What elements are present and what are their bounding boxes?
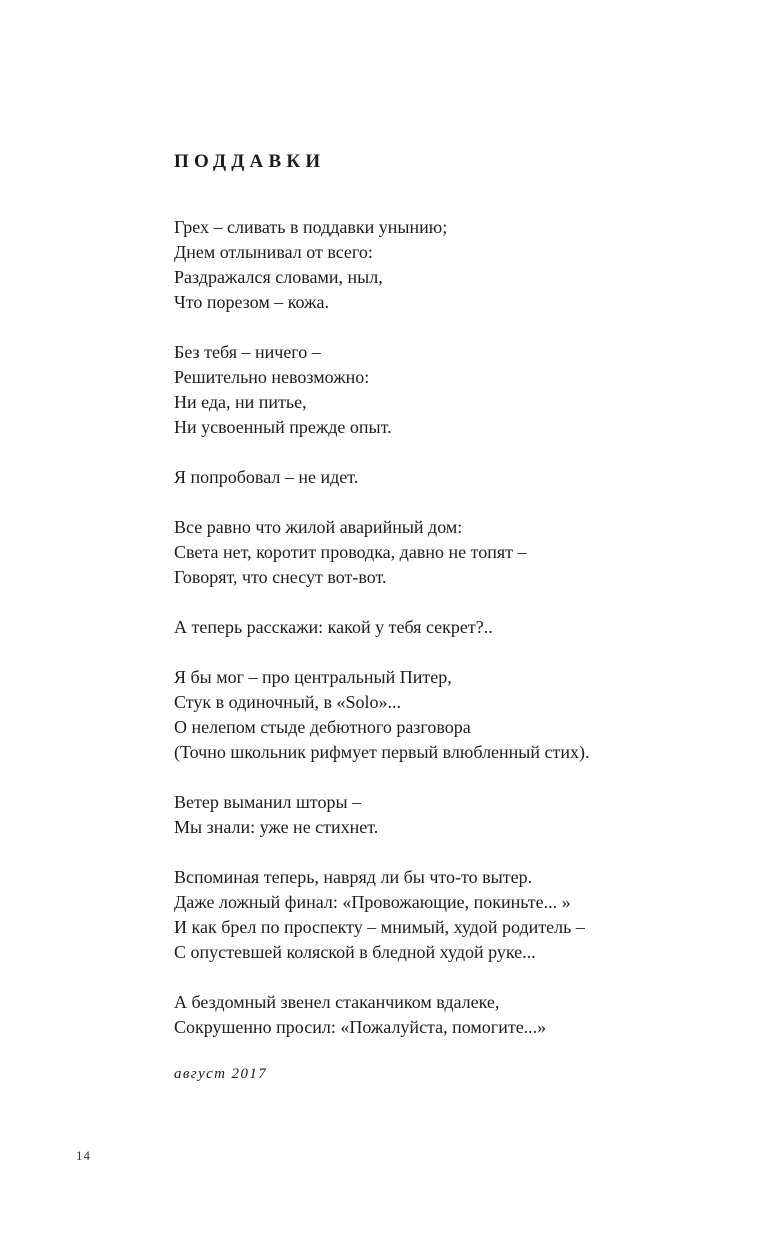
poem-line: Мы знали: уже не стихнет.: [174, 817, 379, 837]
poem-line: Раздражался словами, ныл,: [174, 267, 383, 287]
poem-title: ПОДДАВКИ: [174, 151, 326, 172]
poem-line: С опустевшей коляской в бледной худой руке...: [174, 942, 536, 962]
poem-line: Говорят, что снесут вот-вот.: [174, 567, 387, 587]
poem-line: Что порезом – кожа.: [174, 292, 330, 312]
stanza: [174, 790, 734, 840]
poem-body: [174, 215, 734, 1065]
poem-line: А бездомный звенел стаканчиком вдалеке,: [174, 992, 500, 1012]
poem-line: Даже ложный финал: «Провожающие, покиньте... »: [174, 892, 571, 912]
poem-line: Решительно невозможно:: [174, 367, 370, 387]
poem-line: Все равно что жилой аварийный дом:: [174, 517, 463, 537]
poem-line: Сокрушенно просил: «Пожалуйста, помогите...»: [174, 1017, 547, 1037]
stanza: [174, 215, 734, 315]
stanza: [174, 665, 734, 765]
poem-line: А теперь расскажи: какой у тебя секрет?..: [174, 617, 493, 637]
page-number: 14: [76, 1148, 91, 1163]
stanza: [174, 465, 734, 490]
poem-line: Без тебя – ничего –: [174, 342, 321, 362]
poem-line: О нелепом стыде дебютного разговора: [174, 717, 471, 737]
stanza: [174, 515, 734, 590]
poem-line: Днем отлынивал от всего:: [174, 242, 373, 262]
poem-line: Грех – сливать в поддавки унынию;: [174, 217, 448, 237]
poem-line: Стук в одиночный, в «Solo»...: [174, 692, 402, 712]
stanza: [174, 340, 734, 440]
stanza: [174, 865, 734, 965]
poem-line: Я бы мог – про центральный Питер,: [174, 667, 452, 687]
poem-line: (Точно школьник рифмует первый влюбленный стих).: [174, 742, 590, 762]
stanza: [174, 990, 734, 1040]
poem-line: Ни усвоенный прежде опыт.: [174, 417, 392, 437]
poem-line: Я попробовал – не идет.: [174, 467, 359, 487]
stanza: [174, 615, 734, 640]
poem-line: Света нет, коротит проводка, давно не топят –: [174, 542, 527, 562]
poem-line: Вспоминая теперь, навряд ли бы что-то вытер.: [174, 867, 533, 887]
poem-line: Ни еда, ни питье,: [174, 392, 307, 412]
poem-date: август 2017: [174, 1066, 268, 1082]
poem-line: Ветер выманил шторы –: [174, 792, 362, 812]
poem-line: И как брел по проспекту – мнимый, худой родитель –: [174, 917, 585, 937]
